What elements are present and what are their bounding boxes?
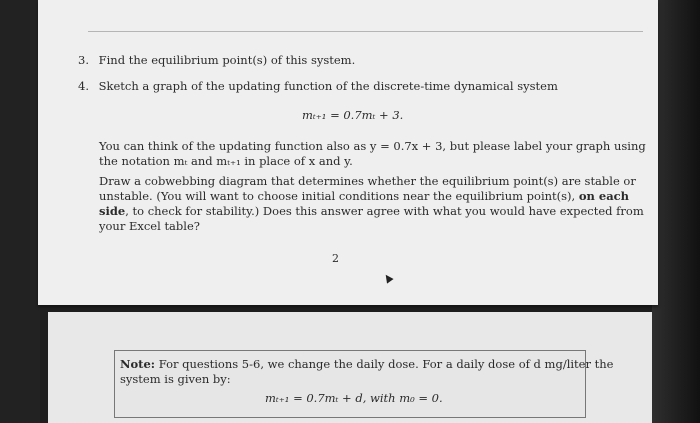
question-4-text: Sketch a graph of the updating function of the discrete-time dynamical system [98, 79, 558, 93]
paragraph-2-line-1: Draw a cobwebbing diagram that determines whether the equilibrium point(s) are stable or [99, 174, 636, 188]
note-label: Note: [120, 357, 156, 371]
horizontal-rule [88, 31, 643, 32]
question-4-number: 4. [78, 79, 89, 93]
emphasis-on-each: on each [578, 189, 630, 203]
mouse-cursor-icon [382, 272, 393, 283]
background-left [0, 0, 40, 423]
paragraph-2-line-3-text: , to check for stability.) Does this answer agree with what you would have expected from [125, 204, 644, 218]
paragraph-2-line-4: your Excel table? [99, 219, 200, 233]
note-line-1 [120, 357, 613, 372]
document-page [38, 0, 658, 305]
question-4 [78, 79, 558, 94]
note-text-1: For questions 5-6, we change the daily dose. For a daily dose of d mg/liter the [155, 357, 614, 371]
paragraph-1-line-1: You can think of the updating function also as y = 0.7x + 3, but please label your graph using [99, 139, 646, 153]
note-line-2: system is given by: [120, 372, 231, 386]
paragraph-1-line-2: the notation mₜ and mₜ₊₁ in place of x and y. [99, 154, 353, 168]
question-3-text: Find the equilibrium point(s) of this system. [98, 53, 356, 67]
equation-1: mₜ₊₁ = 0.7mₜ + 3. [302, 108, 404, 122]
note-box [114, 350, 614, 418]
paragraph-2-line-3 [99, 204, 644, 219]
page-number: 2 [332, 252, 339, 265]
paragraph-2-line-2 [99, 189, 629, 204]
paragraph-2-line-2-text: unstable. (You will want to choose initial conditions near the equilibrium point(s), [99, 189, 579, 203]
emphasis-side: side [99, 204, 126, 218]
question-3 [78, 53, 355, 68]
note-equation: mₜ₊₁ = 0.7mₜ + d, with m₀ = 0. [265, 391, 443, 405]
next-page [48, 312, 652, 423]
question-3-number: 3. [78, 53, 89, 67]
background-right [652, 0, 700, 423]
